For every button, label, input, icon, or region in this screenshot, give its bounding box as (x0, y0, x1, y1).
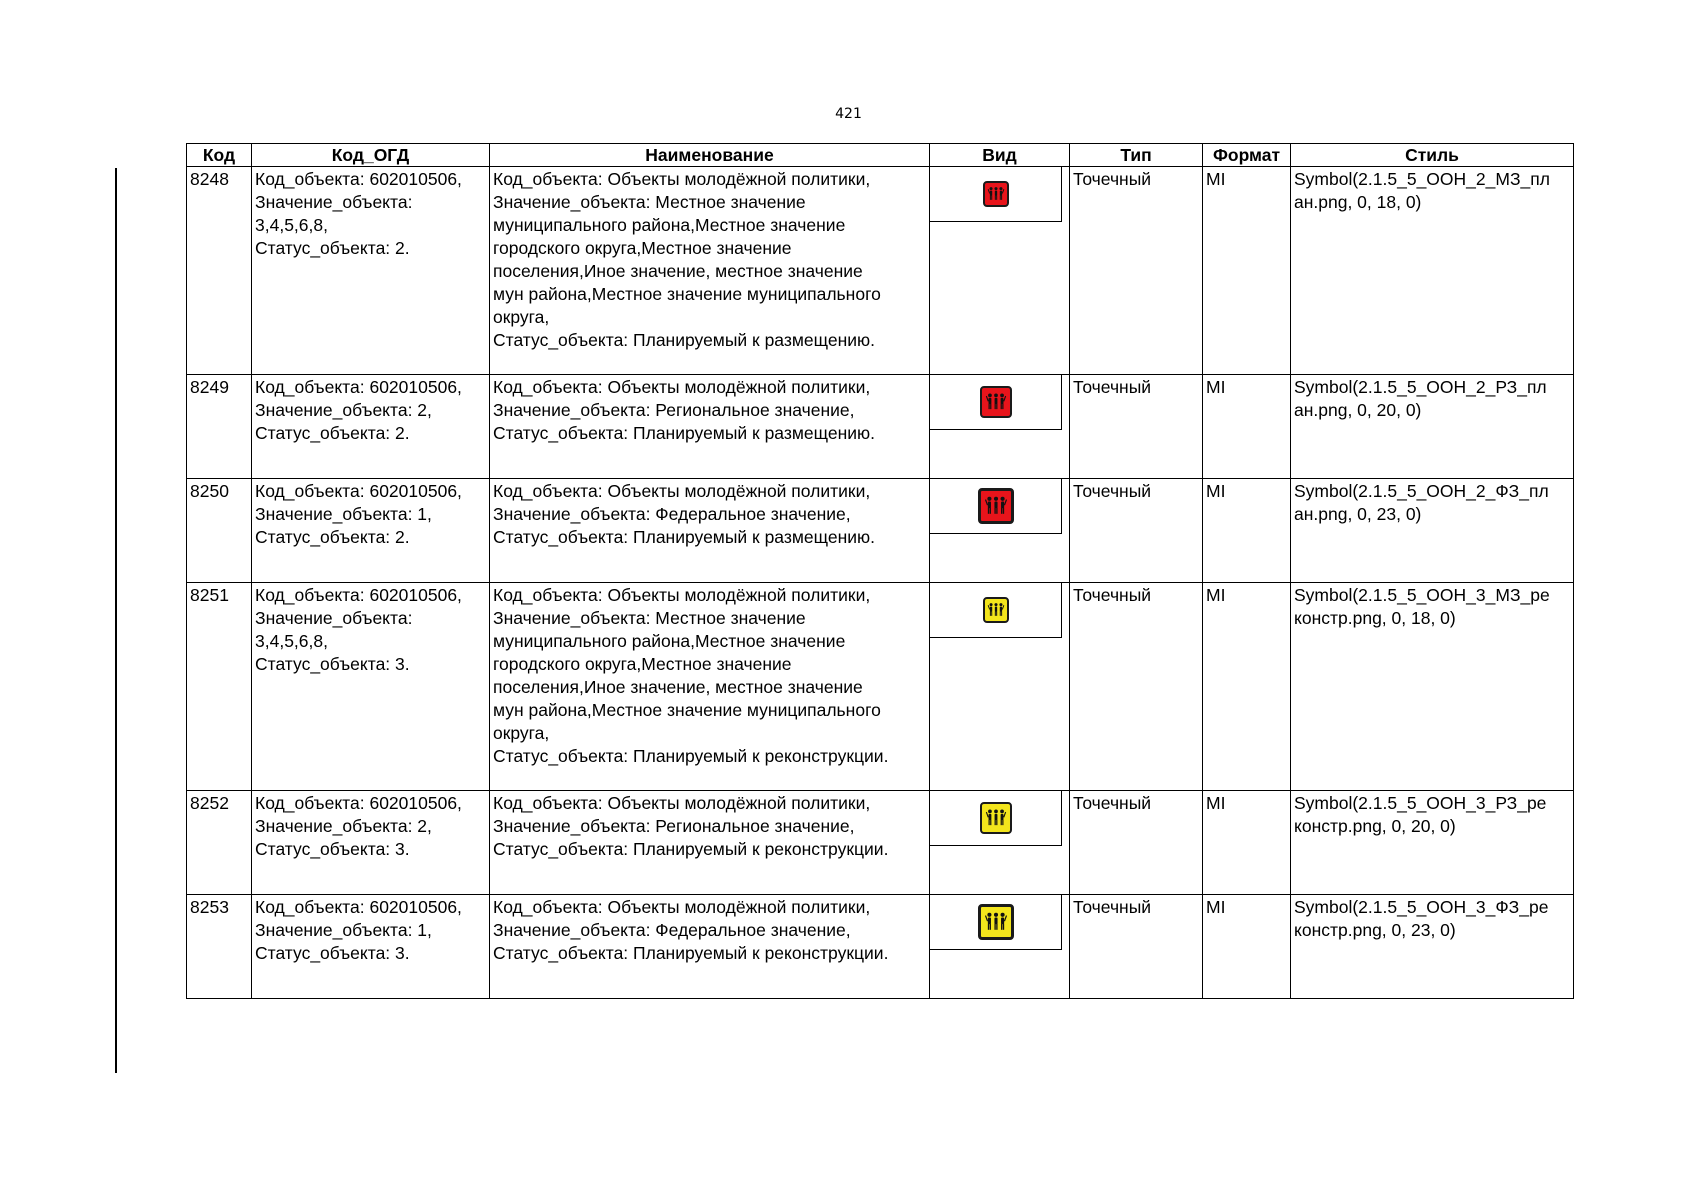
cell-code: 8250 (187, 479, 252, 583)
table-row (187, 895, 1574, 999)
cell-type: Точечный (1070, 583, 1203, 791)
cell-type: Точечный (1070, 375, 1203, 479)
table-row (187, 583, 1574, 791)
people-glyph-icon (985, 807, 1007, 829)
symbol-frame (930, 895, 1062, 950)
margin-line (115, 168, 117, 1073)
page-number: 421 (835, 106, 862, 122)
table-row (187, 791, 1574, 895)
column-header-type: Тип (1070, 144, 1203, 167)
cell-format: MI (1203, 375, 1291, 479)
cell-code: 8251 (187, 583, 252, 791)
youth-policy-icon (983, 181, 1009, 207)
people-glyph-icon (984, 494, 1008, 518)
cell-format: MI (1203, 167, 1291, 375)
people-glyph-icon (987, 601, 1005, 619)
cell-name: Код_объекта: Объекты молодёжной политики, Значение_объекта: Федеральное значение, Статус_объекта: Планируемый к размещению. (490, 479, 930, 583)
cell-name: Код_объекта: Объекты молодёжной политики, Значение_объекта: Федеральное значение, Статус_объекта: Планируемый к реконструкции. (490, 895, 930, 999)
cell-format: MI (1203, 583, 1291, 791)
cell-code: 8252 (187, 791, 252, 895)
table-row (187, 167, 1574, 375)
cell-format: MI (1203, 791, 1291, 895)
people-glyph-icon (985, 391, 1007, 413)
youth-policy-icon (980, 386, 1012, 418)
cell-name: Код_объекта: Объекты молодёжной политики, Значение_объекта: Местное значение муниципального района,Местное значение городского округа,Местное значение поселения,Иное значение, местное значение мун района,Местное значение муниципального округа, Статус_объекта: Планируемый к реконструкции. (490, 583, 930, 791)
column-header-code: Код (187, 144, 252, 167)
cell-ogd: Код_объекта: 602010506, Значение_объекта: 2, Статус_объекта: 2. (252, 375, 490, 479)
youth-policy-icon (978, 488, 1014, 524)
symbol-frame (930, 375, 1062, 430)
cell-ogd: Код_объекта: 602010506, Значение_объекта: 3,4,5,6,8, Статус_объекта: 2. (252, 167, 490, 375)
table-row (187, 479, 1574, 583)
symbol-frame (930, 791, 1062, 846)
column-header-view: Вид (930, 144, 1070, 167)
cell-view (930, 583, 1070, 791)
cell-ogd: Код_объекта: 602010506, Значение_объекта: 1, Статус_объекта: 2. (252, 479, 490, 583)
youth-policy-icon (980, 802, 1012, 834)
symbol-frame (930, 479, 1062, 534)
people-glyph-icon (987, 185, 1005, 203)
cell-view (930, 167, 1070, 375)
column-header-ogd: Код_ОГД (252, 144, 490, 167)
cell-name: Код_объекта: Объекты молодёжной политики, Значение_объекта: Региональное значение, Статус_объекта: Планируемый к размещению. (490, 375, 930, 479)
header-row (187, 144, 1574, 167)
cell-type: Точечный (1070, 167, 1203, 375)
cell-code: 8249 (187, 375, 252, 479)
cell-view (930, 375, 1070, 479)
cell-type: Точечный (1070, 791, 1203, 895)
cell-ogd: Код_объекта: 602010506, Значение_объекта: 3,4,5,6,8, Статус_объекта: 3. (252, 583, 490, 791)
cell-type: Точечный (1070, 895, 1203, 999)
cell-style: Symbol(2.1.5_5_ООН_2_РЗ_пл ан.png, 0, 20, 0) (1291, 375, 1574, 479)
cell-ogd: Код_объекта: 602010506, Значение_объекта: 1, Статус_объекта: 3. (252, 895, 490, 999)
cell-style: Symbol(2.1.5_5_ООН_2_МЗ_пл ан.png, 0, 18, 0) (1291, 167, 1574, 375)
cell-format: MI (1203, 479, 1291, 583)
legend-table (186, 143, 1574, 999)
cell-view (930, 895, 1070, 999)
column-header-name: Наименование (490, 144, 930, 167)
symbol-frame (930, 167, 1062, 222)
column-header-style: Стиль (1291, 144, 1574, 167)
cell-name: Код_объекта: Объекты молодёжной политики, Значение_объекта: Региональное значение, Статус_объекта: Планируемый к реконструкции. (490, 791, 930, 895)
column-header-format: Формат (1203, 144, 1291, 167)
youth-policy-icon (978, 904, 1014, 940)
cell-style: Symbol(2.1.5_5_ООН_3_ФЗ_ре констр.png, 0, 23, 0) (1291, 895, 1574, 999)
cell-name: Код_объекта: Объекты молодёжной политики, Значение_объекта: Местное значение муниципального района,Местное значение городского округа,Местное значение поселения,Иное значение, местное значение мун района,Местное значение муниципального округа, Статус_объекта: Планируемый к размещению. (490, 167, 930, 375)
cell-style: Symbol(2.1.5_5_ООН_3_РЗ_ре констр.png, 0, 20, 0) (1291, 791, 1574, 895)
cell-type: Точечный (1070, 479, 1203, 583)
cell-style: Symbol(2.1.5_5_ООН_2_ФЗ_пл ан.png, 0, 23, 0) (1291, 479, 1574, 583)
symbol-frame (930, 583, 1062, 638)
table-row (187, 375, 1574, 479)
cell-code: 8253 (187, 895, 252, 999)
youth-policy-icon (983, 597, 1009, 623)
people-glyph-icon (984, 910, 1008, 934)
cell-ogd: Код_объекта: 602010506, Значение_объекта: 2, Статус_объекта: 3. (252, 791, 490, 895)
cell-format: MI (1203, 895, 1291, 999)
cell-view (930, 791, 1070, 895)
cell-style: Symbol(2.1.5_5_ООН_3_МЗ_ре констр.png, 0, 18, 0) (1291, 583, 1574, 791)
cell-code: 8248 (187, 167, 252, 375)
cell-view (930, 479, 1070, 583)
